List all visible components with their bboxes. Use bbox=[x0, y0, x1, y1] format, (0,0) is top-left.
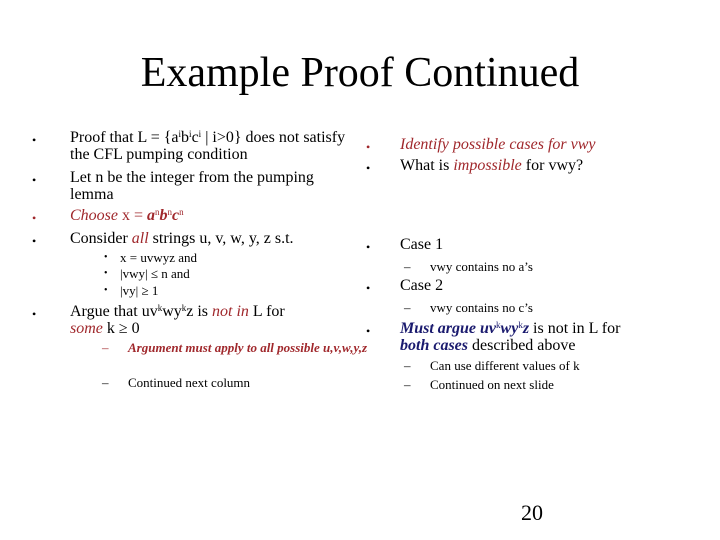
bullet-icon: • bbox=[366, 324, 371, 338]
bullet-icon: • bbox=[104, 268, 108, 279]
bullet-icon: • bbox=[366, 140, 371, 154]
left-bullet-2: Let n be the integer from the pumping lemma bbox=[70, 169, 314, 203]
page-number: 20 bbox=[521, 500, 543, 525]
dash-icon: – bbox=[404, 377, 411, 392]
dash-icon: – bbox=[102, 340, 109, 355]
right-sub-3: Can use different values of k bbox=[430, 358, 580, 373]
bullet-icon: • bbox=[366, 281, 371, 295]
right-sub-4: Continued on next slide bbox=[430, 377, 554, 392]
dash-icon: – bbox=[404, 358, 411, 373]
left-bullet-3: Choose $x = a^nb^nc^n$ bbox=[70, 207, 184, 224]
right-bullet-1: Identify possible cases for vwy bbox=[400, 136, 596, 153]
bullet-icon: • bbox=[32, 211, 37, 225]
left-bullet-5: Argue that $uv^kwy^kz$ is not in L for some k ≥ 0 bbox=[70, 303, 285, 337]
left-dash-2: Continued next column bbox=[128, 375, 251, 390]
bullet-icon: • bbox=[32, 234, 37, 248]
right-sub-2: vwy contains no c’s bbox=[430, 300, 533, 315]
bullet-icon: • bbox=[104, 285, 108, 296]
dash-icon: – bbox=[404, 259, 411, 274]
bullet-icon: • bbox=[32, 307, 37, 321]
right-bullet-4: Case 2 bbox=[400, 277, 444, 294]
right-bullet-5: Must argue $uv^kwy^kz$ is not in L for both cases described above bbox=[400, 320, 621, 354]
bullet-icon: • bbox=[104, 252, 108, 263]
dash-icon: – bbox=[102, 375, 109, 390]
bullet-icon: • bbox=[366, 161, 371, 175]
dash-icon: – bbox=[404, 300, 411, 315]
left-sub-2: |vwy| ≤ n and bbox=[120, 266, 190, 281]
page-title: Example Proof Continued bbox=[140, 50, 580, 96]
right-sub-1: vwy contains no a’s bbox=[430, 259, 533, 274]
left-sub-3: |vy| ≥ 1 bbox=[120, 283, 159, 298]
bullet-icon: • bbox=[366, 240, 371, 254]
bullet-icon: • bbox=[32, 133, 37, 147]
left-dash-1: Argument must apply to all possible u,v,w,y,z bbox=[128, 340, 368, 355]
left-bullet-4: Consider all strings u, v, w, y, z s.t. bbox=[70, 230, 294, 247]
left-bullet-1: Proof that $L = \{a^ib^ic^i$ | i>0} does not satisfy the CFL pumping condition bbox=[70, 129, 346, 163]
bullet-icon: • bbox=[32, 173, 37, 187]
left-sub-1: x = uvwyz and bbox=[120, 250, 198, 265]
right-bullet-2: What is impossible for vwy? bbox=[400, 157, 584, 174]
right-bullet-3: Case 1 bbox=[400, 236, 444, 253]
